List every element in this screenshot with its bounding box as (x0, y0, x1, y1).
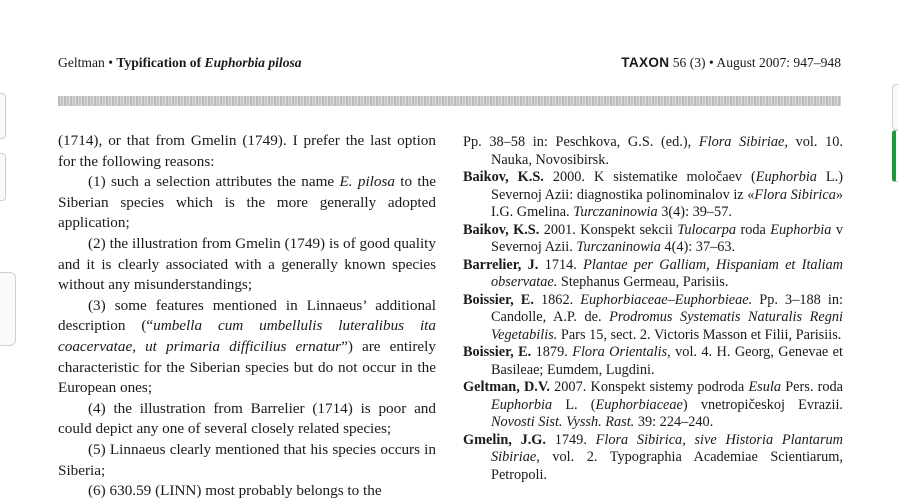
body-text-column (58, 131, 436, 502)
ref-text: 2007. Konspekt sistemy podroda (549, 379, 749, 395)
reason-3 (58, 296, 436, 399)
ref-italic: Tulocarpa (677, 221, 737, 238)
ref-italic: Euphorbia (755, 169, 817, 185)
viewer-edge-tab-2[interactable] (0, 153, 6, 201)
header-title-species: Euphorbia pilosa (204, 55, 302, 70)
ref-text: ) vnetropičeskoj Evrazii. (682, 396, 843, 413)
viewer-edge-tab-right-2[interactable] (892, 130, 898, 182)
ref-author: Geltman, D.V. (463, 379, 550, 395)
ref-text: Pers. roda (781, 379, 844, 395)
references-column (463, 134, 843, 484)
ref-author: Barrelier, J. (463, 256, 539, 273)
ref-author: Baikov, K.S. (463, 221, 540, 238)
running-header-right (621, 55, 841, 71)
header-bullet: • (108, 55, 113, 70)
reason-2: (2) the illustration from Gmelin (1749) is of good quality and it is clearly associated with a generally known species without any misunderstandings; (58, 234, 436, 294)
reference-entry (463, 344, 843, 379)
ref-italic: Turczaninowia (573, 204, 658, 220)
ref-italic: Flora Sibiriae (698, 134, 785, 150)
viewer-edge-tab-right-1[interactable] (892, 84, 898, 130)
ref-text: 1714. (538, 256, 584, 273)
ref-text: 2001. Konspekt sekcii (539, 221, 678, 238)
reference-entry (463, 134, 843, 169)
header-title-prefix: Typification of (116, 55, 202, 70)
ref-text: , vol. 2. Typographia Academiae Scientiarum, Petropoli. (491, 449, 843, 483)
reference-entry (463, 292, 843, 345)
ref-text: Pars 15, sect. 2. Victoris Masson et Filii, Parisiis. (557, 326, 842, 343)
reason-1-text-b: to the Siberian species which is the more generally adopted application; (58, 173, 436, 232)
running-header-left (58, 55, 302, 71)
reason-3-text-a: (3) some features mentioned in Linnaeus’ additional description (“ (58, 296, 436, 335)
header-rule-band (58, 96, 841, 106)
ref-text: Pp. 3–188 in: Candolle, A.P. de. (491, 291, 843, 325)
ref-text: L. ( (552, 396, 596, 413)
ref-text: L.) Severnoj Azii: diagnostika polinominalov iz « (491, 169, 843, 203)
viewer-edge-tab-1[interactable] (0, 93, 6, 139)
ref-italic: Flora Orientalis (572, 344, 668, 360)
reference-entry (463, 379, 843, 432)
ref-italic: Plantae per Galliam, Hispaniam et Italiam observatae. (491, 256, 843, 290)
reference-entry (463, 432, 843, 485)
reason-1 (58, 172, 436, 234)
ref-text: Pp. 38–58 in: Peschkova, G.S. (ed.), (463, 134, 699, 150)
ref-text: 3(4): 39–57. (657, 204, 732, 220)
ref-italic: Prodromus Systematis Naturalis Regni Vegetabilis. (491, 309, 843, 343)
ref-text: 4(4): 37–63. (660, 239, 736, 255)
ref-text: 2000. K sistematike moločaev ( (543, 169, 756, 185)
ref-author: Gmelin, J.G. (463, 431, 546, 448)
ref-italic: Euphorbia (491, 396, 553, 413)
ref-italic: Euphorbiaceae (595, 396, 683, 413)
ref-text: v Severnoj Azii. (491, 221, 843, 255)
reference-entry (463, 222, 843, 257)
reason-1-species: E. pilosa (339, 173, 395, 191)
reason-3-quote: umbella cum umbellulis luteralibus ita coacervatae, ut primaria difficilius ernatur (58, 317, 436, 355)
journal-name: TAXON (621, 55, 670, 70)
ref-text: » I.G. Gmelina. (491, 186, 843, 220)
reason-6: (6) 630.59 (LINN) most probably belongs to the (88, 482, 382, 500)
paragraph: (1714), or that from Gmelin (1749). I prefer the last option for the following reasons: (58, 132, 436, 170)
ref-italic: Turczaninowia (576, 239, 661, 255)
ref-text: Stephanus Germeau, Parisiis. (557, 274, 729, 290)
ref-author: Boissier, E. (463, 344, 532, 360)
ref-text: , vol. 10. Nauka, Novosibirsk. (491, 134, 844, 168)
ref-italic: Flora Sibirica (754, 186, 836, 203)
reference-entry (463, 257, 843, 292)
ref-author: Baikov, K.S. (463, 169, 544, 185)
ref-text: 1862. (533, 291, 581, 308)
ref-text: , vol. 4. H. Georg, Genevae et Basileae; Eumdem, Lugdini. (491, 344, 843, 378)
reason-5: (5) Linnaeus clearly mentioned that his species occurs in Siberia; (58, 440, 436, 479)
ref-italic: Euphorbia (770, 221, 832, 238)
ref-italic: Esula (748, 379, 782, 395)
ref-italic: Novosti Sist. Vyssh. Rast. (491, 414, 635, 430)
ref-italic: Euphorbiaceae–Euphorbieae. (580, 291, 753, 308)
ref-text: roda (736, 221, 771, 238)
ref-text: 1879. (531, 344, 573, 360)
journal-citation: 56 (3) • August 2007: 947–948 (672, 55, 841, 70)
reason-3-text-b: ”) are entirely characteristic for the Siberian species but do not occur in the European ones; (58, 337, 436, 397)
header-author: Geltman (58, 55, 105, 70)
reference-entry (463, 169, 843, 222)
ref-author: Boissier, E. (463, 291, 534, 308)
ref-text: 39: 224–240. (634, 414, 714, 430)
viewer-edge-tab-3[interactable] (0, 272, 16, 346)
reason-1-text-a: (1) such a selection attributes the name (88, 173, 340, 191)
reason-4: (4) the illustration from Barrelier (1714) is poor and could depict any one of several closely related species; (58, 399, 436, 438)
ref-italic: Flora Sibirica, sive Historia Plantarum Sibiriae (491, 431, 843, 465)
ref-text: 1749. (546, 431, 596, 448)
